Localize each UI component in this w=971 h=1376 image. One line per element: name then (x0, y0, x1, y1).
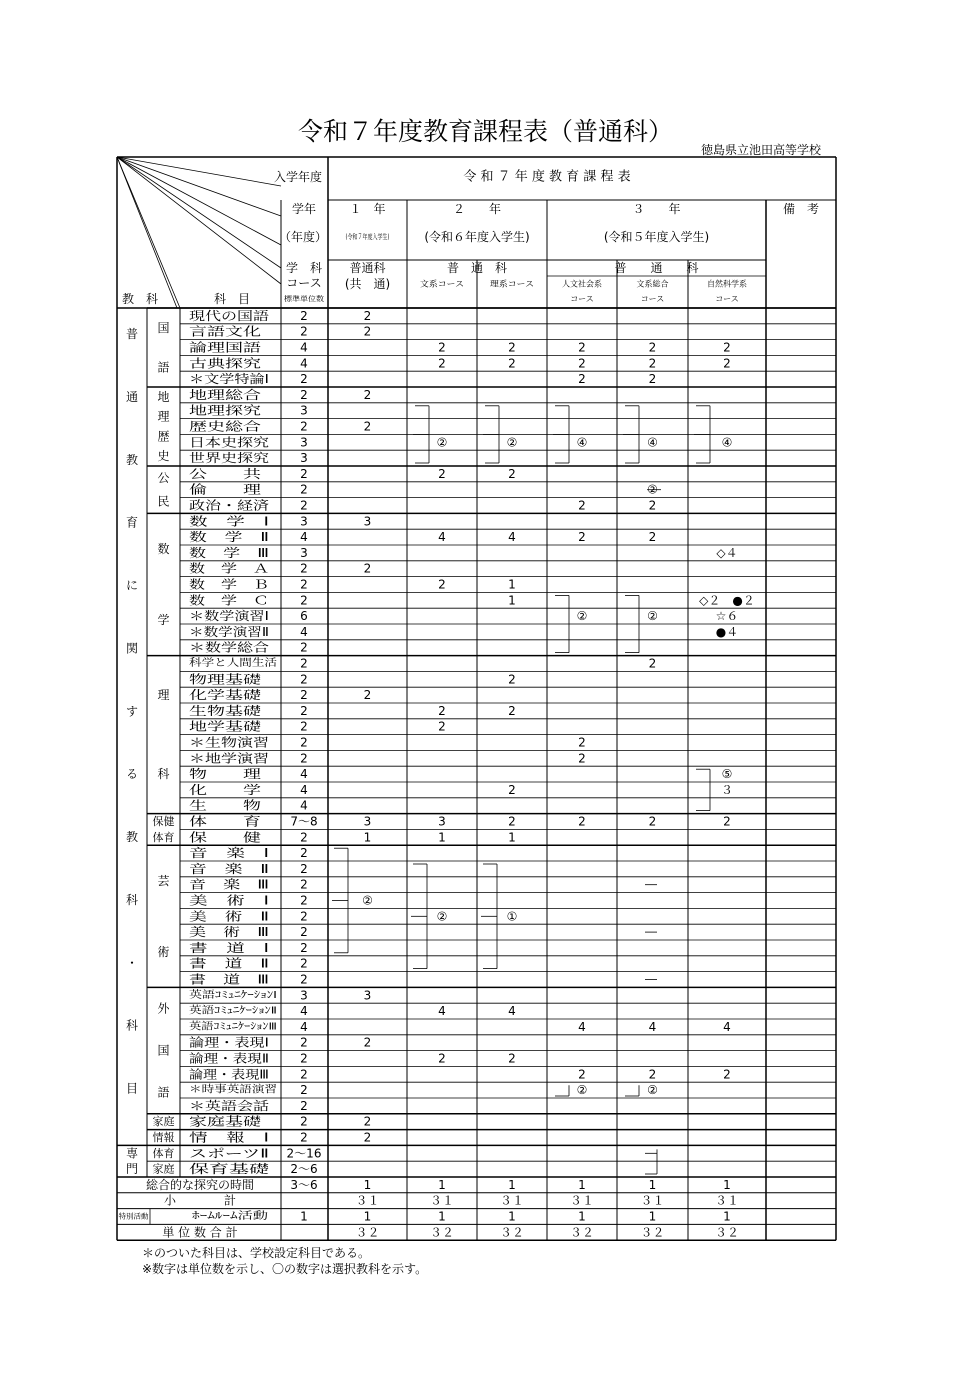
summary-value-c3b: 1 (648, 1177, 657, 1192)
unit-value-c3b: ④ (647, 435, 658, 450)
unit-value-c2a: 2 (438, 466, 446, 481)
subject-name: 情 報 Ⅰ (189, 1130, 241, 1145)
unit-value-c2b: 2 (508, 356, 516, 371)
unit-value-c2a: 3 (438, 814, 446, 829)
summary-value-c2b: 1 (508, 1209, 516, 1224)
unit-value-c3a: 2 (578, 340, 586, 355)
unit-value-c2b: 4 (508, 1004, 516, 1019)
standard-units: 2 (300, 830, 308, 845)
summary-value-c2a: ３１ (429, 1193, 455, 1208)
unit-value-g1: 2 (363, 387, 372, 402)
standard-units: 2 (300, 877, 308, 892)
standard-units: 2 (300, 1067, 308, 1082)
unit-value-g1: 2 (363, 308, 372, 323)
subject-name: 保 健 (189, 830, 238, 845)
subject-name: 古典探究 (189, 356, 238, 371)
standard-units: 3 (300, 514, 308, 529)
summary-value-g1: 1 (363, 1209, 372, 1224)
subject-name: ＊数学総合 (189, 640, 250, 655)
subject-name: 英語ｺﾐｭﾆｹｰｼｮﾝⅢ (189, 1021, 261, 1033)
standard-units: 6 (300, 609, 308, 624)
unit-value-g1: 2 (363, 1114, 372, 1129)
subject-name: 倫 理 (189, 482, 261, 497)
subject-name: 現代の国語 (189, 308, 269, 323)
unit-value-c2a: ② (436, 909, 448, 924)
subject-area-label: 語 (157, 360, 170, 375)
standard-units: 4 (300, 1004, 308, 1019)
subject-name: 数 学 Ｃ (189, 593, 250, 608)
unit-value-c2b: 1 (508, 830, 516, 845)
general-education-label: る (125, 767, 139, 782)
unit-value-c3a: ② (576, 609, 588, 624)
subject-name: 論理国語 (189, 340, 238, 355)
subject-name: ＊地学演習 (189, 751, 250, 766)
standard-units: 2 (300, 561, 308, 576)
subject-name: ＊英語会話 (189, 1098, 269, 1113)
subject-name: ＊時事英語演習 (189, 1084, 259, 1096)
subject-name: 政治・経済 (189, 498, 250, 513)
unit-value-c2a: 2 (438, 577, 446, 592)
standard-units: 2 (300, 861, 308, 876)
standard-units: 2 (300, 419, 308, 434)
unit-value-c3c: ◇４ (716, 545, 738, 560)
unit-value-c3b: 2 (648, 814, 657, 829)
unit-value-c3a: 4 (578, 1019, 586, 1034)
standard-units: 2 (300, 940, 308, 955)
subject-name: 英語ｺﾐｭﾆｹｰｼｮﾝⅠ (189, 989, 257, 1001)
general-education-label: ・ (125, 955, 139, 970)
unit-value-g1: 2 (363, 419, 372, 434)
general-education-label: す (125, 704, 139, 719)
unit-value-c2a: 2 (438, 1051, 446, 1066)
standard-units: 2 (300, 893, 308, 908)
unit-value-c3b: 2 (648, 530, 657, 545)
general-education-label: 通 (125, 389, 139, 404)
subject-area-label: 国 (157, 1043, 170, 1058)
standard-units: 3 (300, 988, 308, 1003)
standard-units: 3 (300, 451, 308, 466)
subject-name: 論理・表現Ⅲ (189, 1067, 258, 1082)
unit-value-c2b: 2 (508, 782, 516, 797)
unit-value-c3a: 2 (578, 498, 586, 513)
subject-name: 数 学 Ⅱ (189, 530, 243, 545)
standard-units: 4 (300, 782, 308, 797)
subject-name: ＊生物演習 (189, 735, 250, 750)
document-title: 令和７年度教育課程表（普通科） (297, 117, 673, 146)
summary-label: 小 計 (163, 1193, 237, 1208)
subject-name: 歴史総合 (189, 419, 238, 434)
summary-value-c2a: 1 (438, 1209, 446, 1224)
unit-value-c3c: 2 (723, 814, 731, 829)
general-education-label: 科 (125, 1018, 139, 1033)
unit-value-c2b: 2 (508, 466, 516, 481)
unit-value-c3b: ② (647, 482, 658, 497)
unit-value-c3c: ☆６ (715, 609, 739, 624)
unit-value-c3b: 2 (648, 1067, 657, 1082)
unit-value-c2b: 2 (508, 672, 516, 687)
summary-value-c2a: ３２ (429, 1225, 455, 1240)
header-grade: 学年 (291, 202, 317, 216)
standard-units: 2 (300, 498, 308, 513)
subject-area-label: 外 (157, 1001, 170, 1016)
standard-units: 4 (300, 1019, 308, 1034)
subject-name: 物理基礎 (189, 672, 238, 687)
subject-name: 家庭基礎 (189, 1114, 238, 1129)
unit-value-c3a: 2 (578, 751, 586, 766)
unit-value-c2a: 2 (438, 340, 446, 355)
unit-value-g1: 2 (363, 1035, 372, 1050)
subject-area-label: 術 (157, 944, 170, 959)
standard-units: 2 (300, 387, 308, 402)
course-c3b: 文系総合 (636, 279, 669, 289)
general-education-label: 目 (125, 1081, 139, 1096)
summary-value-g1: 1 (363, 1177, 372, 1192)
course-c3a-suffix: コース (570, 294, 594, 304)
standard-units: 2 (300, 719, 308, 734)
remarks-label: 備 考 (782, 202, 820, 216)
summary-value-c3b: ３１ (640, 1193, 665, 1208)
header-banner: 令 和 ７ 年 度 教 育 課 程 表 (463, 169, 631, 185)
summary-value-c3c: ３２ (714, 1225, 740, 1240)
footnotes (142, 1245, 427, 1277)
unit-value-c3c: 2 (723, 1067, 731, 1082)
subject-name: 美 術 Ⅲ (189, 925, 269, 940)
grade-2-sub: (令和６年度入学生) (424, 230, 530, 244)
standard-units: 2 (300, 1083, 308, 1098)
standard-units: 2 (300, 593, 308, 608)
summary-value-c2b: ３１ (499, 1193, 525, 1208)
unit-value-c2a: 4 (438, 530, 446, 545)
standard-units: 2 (300, 656, 308, 671)
unit-value-c2a: 2 (438, 703, 446, 718)
subject-name: 音 楽 Ⅲ (189, 877, 246, 892)
grade-1-label: １ 年 (349, 202, 386, 216)
subject-name: 英語ｺﾐｭﾆｹｰｼｮﾝⅡ (189, 1005, 259, 1017)
subject-area-label: 学 (157, 613, 170, 628)
unit-value-c2a: 2 (438, 356, 446, 371)
standard-units: 2 (300, 1098, 308, 1113)
course-2b: 理系コース (490, 279, 530, 289)
unit-value-c3c: ◇２ ●２ (699, 593, 755, 608)
school-name: 徳島県立池田高等学校 (700, 143, 821, 157)
special-activity-label: 特別活動 (118, 1212, 147, 1221)
summary-value-c3c: ３１ (714, 1193, 740, 1208)
unit-value-g1: 3 (363, 988, 372, 1003)
standard-units: 1 (300, 1209, 308, 1224)
standard-units: 4 (300, 767, 308, 782)
subject-name: 生物基礎 (189, 703, 238, 718)
subject-name: 地学基礎 (189, 719, 238, 734)
summary-value-c3a: 1 (578, 1177, 586, 1192)
unit-value-c3a: 2 (578, 1067, 586, 1082)
standard-units: 2 (300, 925, 308, 940)
standard-units: 4 (300, 530, 308, 545)
specialty-label: 専 (125, 1146, 139, 1161)
general-education-label: に (125, 578, 139, 593)
summary-value-c2b: ３２ (499, 1225, 525, 1240)
standard-units: 2～16 (286, 1146, 322, 1161)
unit-value-c3b: 2 (648, 372, 657, 387)
subject-name: 地理総合 (189, 387, 238, 402)
unit-value-c3b: 4 (648, 1019, 657, 1034)
unit-value-c2a: 1 (438, 830, 446, 845)
unit-value-c3c: 2 (723, 356, 731, 371)
standard-units: 2 (300, 751, 308, 766)
subject-area-label: 地 (157, 389, 170, 404)
standard-units: 2 (300, 482, 308, 497)
standard-units: 3～6 (290, 1177, 318, 1192)
subject-area-label: 公 (157, 470, 170, 485)
summary-value-c3b: ３２ (640, 1225, 665, 1240)
unit-value-c3c: ④ (721, 435, 733, 450)
header-std-units: 標準単位数 (284, 295, 319, 303)
unit-value-c2b: 2 (508, 1051, 516, 1066)
unit-value-c3b: 2 (648, 356, 657, 371)
dept-1: 普通科 (349, 261, 386, 275)
standard-units: 3 (300, 435, 308, 450)
subject-name: 化学基礎 (189, 688, 238, 703)
subject-area-label: 保健 (152, 815, 175, 828)
subject-name: ＊数学演習Ⅰ (189, 609, 253, 624)
summary-value-c3c: 1 (723, 1177, 731, 1192)
specialty-area: 体育 (152, 1146, 175, 1160)
summary-value-c2b: 1 (508, 1177, 516, 1192)
unit-value-g1: 2 (363, 1130, 372, 1145)
standard-units: 2 (300, 1051, 308, 1066)
standard-units: 2 (300, 1035, 308, 1050)
unit-value-c3b: ② (647, 609, 658, 624)
summary-label: ﾎｰﾑﾙｰﾑ活動 (192, 1211, 242, 1222)
summary-value-c3b: 1 (648, 1209, 657, 1224)
general-education-label: 教 (125, 830, 139, 845)
unit-value-c3c: ●４ (715, 624, 739, 639)
subject-area-label: 理 (157, 409, 170, 424)
unit-value-c3a: 2 (578, 372, 586, 387)
unit-value-g1: 3 (363, 814, 372, 829)
footnote-1: ＊のついた科目は、学校設定科目である。 (142, 1246, 371, 1260)
standard-units: 4 (300, 356, 308, 371)
unit-value-c2b: ② (506, 435, 518, 450)
summary-label: 総合的な探究の時間 (145, 1177, 255, 1192)
subject-name: 世界史探究 (189, 451, 250, 466)
subject-name: スポーツⅡ (189, 1146, 269, 1161)
header-course-2: コース (286, 276, 322, 290)
unit-value-c2b: 1 (508, 593, 516, 608)
standard-units: 2 (300, 956, 308, 971)
standard-units: 7～8 (290, 814, 318, 829)
grade-3-sub: (令和５年度入学生) (603, 230, 710, 244)
header-enroll-year: 入学年度 (273, 170, 323, 184)
standard-units: 2 (300, 909, 308, 924)
subject-name: 体 育 (189, 814, 238, 829)
unit-value-c3c: 4 (723, 1019, 731, 1034)
specialty-label: 門 (125, 1162, 139, 1177)
unit-value-c3b: 2 (648, 498, 657, 513)
standard-units: 2 (300, 466, 308, 481)
unit-value-c2b: ① (506, 909, 518, 924)
course-c3b-suffix: コース (640, 294, 665, 304)
subject-name: 数 学 Ｂ (189, 577, 250, 592)
course-2a: 文系コース (420, 279, 460, 289)
unit-value-c3a: ④ (576, 435, 588, 450)
header-subject: 科 目 (213, 292, 251, 306)
subject-area-label: 数 (157, 541, 170, 556)
standard-units: 2 (300, 372, 308, 387)
subject-name: 数 学 Ａ (189, 561, 250, 576)
unit-value-c2b: 1 (508, 577, 516, 592)
grade-2-label: ２ 年 (452, 202, 502, 216)
subject-name: 化 学 (189, 782, 261, 797)
standard-units: 2 (300, 577, 308, 592)
course-c3c-suffix: コース (715, 294, 739, 304)
general-education-label: 普 (125, 327, 139, 341)
course-c3a: 人文社会系 (562, 279, 602, 289)
unit-value-g1: ② (362, 893, 373, 908)
subject-name: 数 学 Ⅰ (189, 514, 241, 529)
unit-value-c2b: 2 (508, 340, 516, 355)
standard-units: 4 (300, 624, 308, 639)
standard-units: 2 (300, 972, 308, 987)
unit-value-c3b: ② (647, 1083, 658, 1098)
footnote-2: ※数字は単位数を示し、〇の数字は選択教科を示す。 (142, 1262, 428, 1276)
summary-value-c3a: ３２ (569, 1225, 595, 1240)
summary-value-c2a: 1 (438, 1177, 446, 1192)
unit-value-g1: 3 (363, 514, 372, 529)
dept-3: 普 通 科 (614, 261, 699, 275)
summary-value-g1: ３１ (355, 1193, 380, 1208)
subject-name: 保育基礎 (189, 1162, 238, 1177)
subject-area-label: 芸 (157, 873, 170, 888)
subject-name: 言語文化 (189, 324, 238, 339)
subject-name: 書 道 Ⅱ (189, 956, 269, 971)
unit-value-c2a: 4 (438, 1004, 446, 1019)
general-education-label: 科 (125, 892, 139, 907)
unit-value-c3a: 2 (578, 735, 586, 750)
grade-3-label: ３ 年 (632, 202, 681, 216)
subject-name: 数 学 Ⅲ (189, 545, 246, 560)
unit-value-c2b: 2 (508, 814, 516, 829)
header-subject-area: 教 科 (121, 292, 159, 306)
subject-name: 音 楽 Ⅱ (189, 861, 243, 876)
header-course-1: 学 科 (285, 261, 323, 275)
subject-name: 論理・表現Ⅰ (189, 1035, 253, 1050)
subject-area-label: 理 (157, 688, 170, 703)
subject-name: ＊文学特論Ⅰ (189, 372, 253, 387)
standard-units: 2 (300, 1114, 308, 1129)
subject-name: 日本史探究 (189, 435, 250, 450)
summary-value-c3c: 1 (723, 1209, 731, 1224)
unit-value-c3a: ② (576, 1083, 588, 1098)
subject-area-label: 語 (157, 1085, 170, 1100)
standard-units: 4 (300, 798, 308, 813)
subject-name: 書 道 Ⅰ (189, 940, 269, 955)
subject-name: 物 理 (189, 767, 238, 782)
summary-value-c3a: 1 (578, 1209, 586, 1224)
unit-value-c2a: ② (436, 435, 448, 450)
standard-units: 2～6 (290, 1162, 318, 1177)
standard-units: 2 (300, 735, 308, 750)
standard-units: 2 (300, 324, 308, 339)
standard-units: 2 (300, 688, 308, 703)
standard-units: 2 (300, 846, 308, 861)
subject-area-label: 国 (157, 320, 170, 335)
standard-units: 2 (300, 703, 308, 718)
subject-name: 美 術 Ⅰ (189, 893, 269, 908)
unit-value-c3c: ３ (720, 782, 734, 797)
subject-area-label: 家庭 (152, 1115, 175, 1129)
subject-area-label: 情報 (152, 1131, 175, 1144)
unit-value-g1: 1 (363, 830, 372, 845)
subject-area-label: 体育 (152, 830, 175, 844)
subject-area-label: 歴 (157, 429, 170, 444)
subject-name: 生 物 (189, 798, 238, 813)
summary-label: 単 位 数 合 計 (162, 1225, 238, 1240)
subject-name: 論理・表現Ⅱ (189, 1051, 255, 1066)
subject-name: 美 術 Ⅱ (189, 909, 269, 924)
standard-units: 3 (300, 545, 308, 560)
unit-value-c3c: ⑤ (721, 767, 733, 782)
unit-value-c3b: 2 (648, 340, 657, 355)
standard-units: 2 (300, 640, 308, 655)
grade-1-sub: (令和７年度入学生) (345, 233, 407, 241)
standard-units: 2 (300, 1130, 308, 1145)
dept-1-sub: (共 通) (344, 277, 391, 291)
subject-area-label: 民 (157, 494, 170, 509)
dept-2: 普 通 科 (446, 261, 508, 275)
unit-value-c2b: 4 (508, 530, 516, 545)
unit-value-g1: 2 (363, 561, 372, 576)
subject-area-label: 科 (157, 767, 170, 782)
unit-value-g1: 2 (363, 688, 372, 703)
standard-units: 4 (300, 340, 308, 355)
subject-area-label: 史 (157, 449, 170, 464)
specialty-area: 家庭 (152, 1162, 175, 1176)
general-education-label: 関 (125, 641, 139, 656)
general-education-label: 育 (125, 515, 139, 530)
unit-value-g1: 2 (363, 324, 372, 339)
unit-value-c3a: 2 (578, 356, 586, 371)
subject-name: 音 楽 Ⅰ (189, 846, 241, 861)
standard-units: 2 (300, 308, 308, 323)
summary-value-c3a: ３１ (569, 1193, 595, 1208)
summary-value-g1: ３２ (355, 1225, 380, 1240)
unit-value-c3a: 2 (578, 814, 586, 829)
unit-value-c2b: 2 (508, 703, 516, 718)
unit-value-c3a: 2 (578, 530, 586, 545)
subject-name: 地理探究 (189, 403, 238, 418)
subject-name: 書 道 Ⅲ (189, 972, 269, 987)
standard-units: 3 (300, 403, 308, 418)
subject-name: ＊数学演習Ⅱ (189, 624, 255, 639)
subject-name: 科学と人間生活 (189, 658, 259, 669)
course-c3c: 自然科学系 (707, 279, 747, 289)
general-education-label: 教 (125, 452, 139, 467)
header-nendo: （年度） (278, 230, 328, 244)
unit-value-c3c: 2 (723, 340, 731, 355)
unit-value-c2a: 2 (438, 719, 446, 734)
standard-units: 2 (300, 672, 308, 687)
unit-value-c3b: 2 (648, 656, 657, 671)
subject-name: 公 共 (189, 466, 238, 481)
